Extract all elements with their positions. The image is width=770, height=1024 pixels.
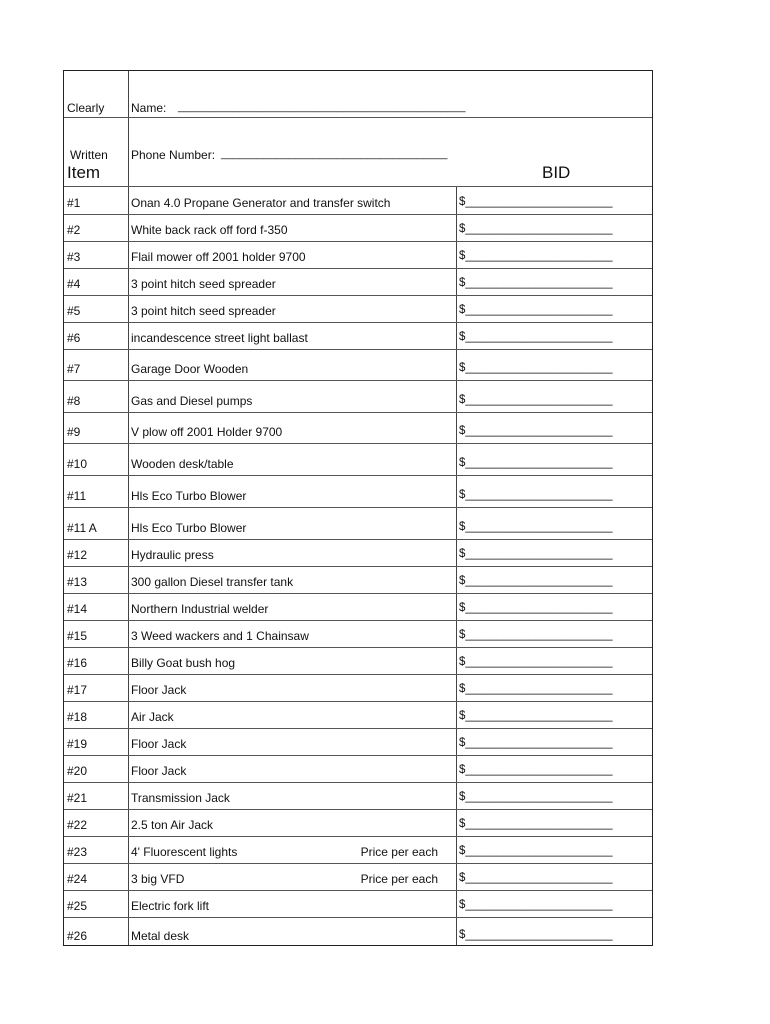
item-number: #3: [67, 250, 81, 264]
bid-field[interactable]: $_______________________: [459, 575, 613, 587]
row-divider: [64, 674, 652, 675]
item-number: #25: [67, 899, 88, 913]
row-divider: [64, 349, 652, 350]
item-number: #26: [67, 929, 88, 943]
bid-field[interactable]: $_______________________: [459, 602, 613, 614]
item-number: #12: [67, 548, 88, 562]
item-description: 4' Fluorescent lights: [131, 845, 238, 859]
item-number: #4: [67, 277, 81, 291]
row-divider: [64, 214, 652, 215]
bid-field[interactable]: $_______________________: [459, 277, 613, 289]
name-field[interactable]: _______________________________________________: [178, 101, 466, 113]
bid-field[interactable]: $_______________________: [459, 548, 613, 560]
item-number: #24: [67, 872, 88, 886]
item-number: #19: [67, 737, 88, 751]
row-divider: [64, 701, 652, 702]
row-divider: [64, 295, 652, 296]
row-divider: [64, 412, 652, 413]
item-description: Electric fork lift: [131, 899, 210, 913]
price-note: Price per each: [360, 872, 438, 886]
item-description: Billy Goat bush hog: [131, 656, 236, 670]
item-number: #8: [67, 394, 81, 408]
item-description: Hls Eco Turbo Blower: [131, 521, 247, 535]
item-number: #17: [67, 683, 88, 697]
row-divider: [64, 241, 652, 242]
item-number: #13: [67, 575, 88, 589]
row-divider: [64, 475, 652, 476]
bid-field[interactable]: $_______________________: [459, 899, 613, 911]
item-number: #20: [67, 764, 88, 778]
bid-field[interactable]: $_______________________: [459, 331, 613, 343]
item-header: Item: [67, 163, 101, 182]
item-number: #21: [67, 791, 88, 805]
bid-field[interactable]: $_______________________: [459, 304, 613, 316]
bid-field[interactable]: $_______________________: [459, 764, 613, 776]
header-divider: [64, 117, 652, 118]
item-number: #15: [67, 629, 88, 643]
row-divider: [64, 647, 652, 648]
item-description: 3 point hitch seed spreader: [131, 304, 276, 318]
item-number: #10: [67, 457, 88, 471]
bid-field[interactable]: $_______________________: [459, 791, 613, 803]
row-divider: [64, 890, 652, 891]
row-divider: [64, 620, 652, 621]
item-number: #23: [67, 845, 88, 859]
bid-field[interactable]: $_______________________: [459, 818, 613, 830]
row-divider: [64, 593, 652, 594]
row-divider: [64, 836, 652, 837]
item-number: #2: [67, 223, 81, 237]
name-label: Name:: [131, 101, 167, 115]
bid-field[interactable]: $_______________________: [459, 223, 613, 235]
bid-field[interactable]: $_______________________: [459, 737, 613, 749]
item-description: 3 point hitch seed spreader: [131, 277, 276, 291]
item-description: Air Jack: [131, 710, 174, 724]
bid-field[interactable]: $_______________________: [459, 362, 613, 374]
row-divider: [64, 728, 652, 729]
row-divider: [64, 539, 652, 540]
header-bottom-line: [64, 186, 652, 187]
row-divider: [64, 863, 652, 864]
item-description: Floor Jack: [131, 683, 187, 697]
phone-field[interactable]: _____________________________________: [221, 148, 448, 160]
row-divider: [64, 809, 652, 810]
bid-field[interactable]: $_______________________: [459, 710, 613, 722]
item-description: Wooden desk/table: [131, 457, 234, 471]
bid-field[interactable]: $_______________________: [459, 489, 613, 501]
item-description: Gas and Diesel pumps: [131, 394, 253, 408]
item-number: #11: [67, 489, 87, 503]
row-divider: [64, 268, 652, 269]
item-description: Flail mower off 2001 holder 9700: [131, 250, 306, 264]
item-number: #5: [67, 304, 81, 318]
bid-header: BID: [542, 163, 571, 182]
item-number: #16: [67, 656, 88, 670]
item-description: Hydraulic press: [131, 548, 214, 562]
item-number: #22: [67, 818, 88, 832]
item-description: incandescence street light ballast: [131, 331, 308, 345]
item-description: Metal desk: [131, 929, 190, 943]
bid-field[interactable]: $_______________________: [459, 872, 613, 884]
written-label: Written: [70, 148, 108, 162]
item-description: Hls Eco Turbo Blower: [131, 489, 247, 503]
row-divider: [64, 782, 652, 783]
row-divider: [64, 566, 652, 567]
bid-field[interactable]: $_______________________: [459, 683, 613, 695]
item-number: #1: [67, 196, 81, 210]
bid-field[interactable]: $_______________________: [459, 425, 613, 437]
row-divider: [64, 755, 652, 756]
item-description: 3 Weed wackers and 1 Chainsaw: [131, 629, 309, 643]
item-number: #14: [67, 602, 88, 616]
bid-field[interactable]: $_______________________: [459, 845, 613, 857]
bid-field[interactable]: $_______________________: [459, 196, 613, 208]
clearly-label: Clearly: [67, 101, 105, 115]
phone-label: Phone Number:: [131, 148, 216, 162]
row-divider: [64, 322, 652, 323]
bid-field[interactable]: $_______________________: [459, 521, 613, 533]
item-number: #11 A: [67, 521, 97, 535]
item-number: #7: [67, 362, 81, 376]
item-description: White back rack off ford f-350: [131, 223, 288, 237]
item-number: #6: [67, 331, 81, 345]
item-description: 3 big VFD: [131, 872, 185, 886]
item-description: V plow off 2001 Holder 9700: [131, 425, 283, 439]
row-divider: [64, 917, 652, 918]
bid-field[interactable]: $_______________________: [459, 629, 613, 641]
item-description: 300 gallon Diesel transfer tank: [131, 575, 294, 589]
row-divider: [64, 507, 652, 508]
item-number: #9: [67, 425, 81, 439]
item-description: Floor Jack: [131, 764, 187, 778]
bid-field[interactable]: $_______________________: [459, 457, 613, 469]
bid-field[interactable]: $_______________________: [459, 929, 613, 941]
price-note: Price per each: [360, 845, 438, 859]
item-description: 2.5 ton Air Jack: [131, 818, 214, 832]
item-description: Northern Industrial welder: [131, 602, 269, 616]
item-description: Transmission Jack: [131, 791, 230, 805]
bid-field[interactable]: $_______________________: [459, 656, 613, 668]
item-description: Floor Jack: [131, 737, 187, 751]
bid-field[interactable]: $_______________________: [459, 394, 613, 406]
row-divider: [64, 380, 652, 381]
bid-sheet: [63, 70, 653, 946]
item-description: Garage Door Wooden: [131, 362, 249, 376]
row-divider: [64, 443, 652, 444]
bid-field[interactable]: $_______________________: [459, 250, 613, 262]
column-divider-item: [128, 71, 129, 945]
item-description: Onan 4.0 Propane Generator and transfer switch: [131, 196, 391, 210]
item-number: #18: [67, 710, 88, 724]
